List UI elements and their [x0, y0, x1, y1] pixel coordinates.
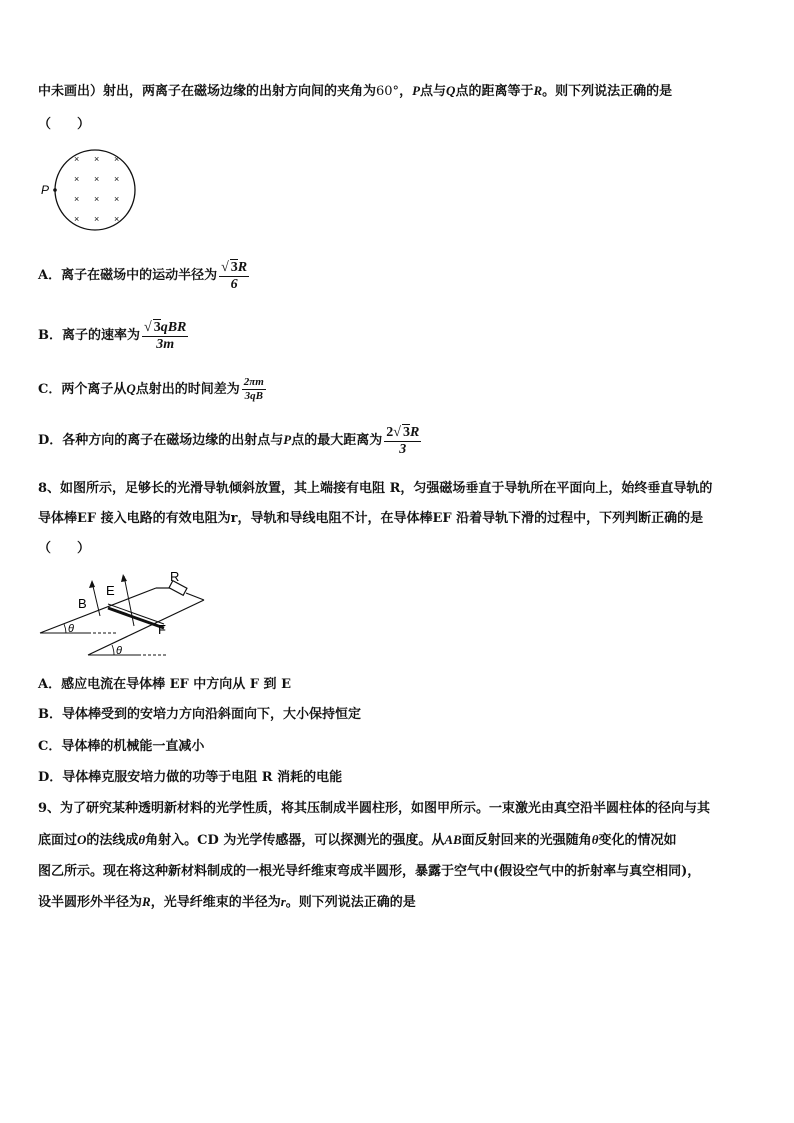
q7-intro-text-3: 点的距离等于 — [455, 84, 534, 99]
field-cross-mark: × — [74, 194, 80, 204]
q7-option-d-fraction: $\frac{2√ 3R}{3}$ — [386, 424, 420, 457]
q7-intro-line — [38, 82, 672, 101]
q9-point-o: O — [77, 832, 87, 847]
radicand: 3 — [153, 319, 161, 335]
field-cross-mark: × — [94, 174, 100, 184]
q7-option-b — [38, 318, 188, 354]
field-cross-mark: × — [74, 214, 80, 224]
q7-option-d-label: D．各种方向的离子在磁场边缘的出射点与 — [38, 433, 284, 448]
field-crosses — [74, 154, 119, 224]
q7-option-b-fraction: $\frac{\text{√ 3qBR}}{3m}$ — [144, 319, 187, 352]
numerator: 2πm — [243, 376, 264, 388]
q9-stem-line-1: 9、为了研究某种透明新材料的光学性质，将其压制成半圆柱形，如图甲所示。一束激光由真空沿半圆柱体的径向与其 — [38, 801, 711, 816]
numerator-tail: R — [237, 259, 248, 275]
q8-option-c: C．导体棒的机械能一直减小 — [38, 739, 205, 754]
q9-l2-text-b: 的法线成 — [86, 833, 139, 848]
q9-outer-radius: R — [142, 894, 151, 909]
q7-comma: ， — [399, 84, 413, 99]
q9-l2-text-e: 变化的情况如 — [598, 833, 677, 848]
q8-stem-line-1: 8、如图所示，足够长的光滑导轨倾斜放置，其上端接有电阻 R，匀强磁场垂直于导轨所在平面向上，始终垂直导轨的 — [38, 481, 713, 496]
q8-option-b: B．导体棒受到的安培力方向沿斜面向下，大小保持恒定 — [38, 707, 361, 722]
label-r: R — [170, 569, 180, 584]
q9-l4-text-a: 设半圆形外半径为 — [38, 895, 143, 910]
q7-intro-text-2: 点与 — [420, 84, 447, 99]
label-b: B — [78, 596, 87, 611]
coefficient: 2 — [386, 424, 394, 440]
q7-option-c-q: Q — [126, 381, 136, 396]
q8-inclined-rails-figure — [38, 568, 218, 663]
q7-intro-end: 。则下列说法正确的是 — [542, 84, 673, 99]
q8-stem-line-2: 导体棒EF 接入电路的有效电阻为r，导轨和导线电阻不计，在导体棒EF 沿着导轨下滑的过程中，下列判断正确的是 — [38, 511, 704, 526]
q7-option-a-fraction: $\frac{√ 3R}{6}$ — [221, 259, 248, 292]
q9-l4-text-c: 。则下列说法正确的是 — [285, 895, 416, 910]
q7-answer-paren: （ ） — [38, 117, 91, 132]
q7-intro-text: 中未画出）射出，两离子在磁场边缘的出射方向间的夹角为 — [38, 84, 377, 99]
q9-stem-line-4 — [38, 893, 416, 912]
label-e: E — [106, 583, 115, 598]
q8-option-d: D．导体棒克服安培力做的功等于电阻 R 消耗的电能 — [38, 770, 343, 785]
q9-l2-text-c: 角射入。CD 为光学传感器，可以探测光的强度。从 — [145, 833, 445, 848]
q8-answer-paren: （ ） — [38, 541, 91, 556]
q7-option-d-p: P — [283, 432, 292, 447]
q9-fiber-radius: r — [280, 894, 286, 909]
field-cross-mark: × — [74, 174, 80, 184]
q7-angle: 60° — [376, 84, 400, 99]
rod-ef — [108, 608, 164, 628]
q9-stem-line-3: 图乙所示。现在将这种新材料制成的一根光导纤维束弯成半圆形，暴露于空气中(假设空气中的折射率与真空相同)， — [38, 864, 701, 879]
denominator: 3 — [399, 441, 407, 457]
q9-l4-text-b: ，光导纤维束的半径为 — [150, 895, 281, 910]
q7-option-c-fraction — [242, 376, 266, 403]
numerator-tail: qBR — [160, 319, 187, 335]
q7-radius-r: R — [533, 83, 543, 98]
field-cross-mark: × — [114, 174, 120, 184]
field-cross-mark: × — [114, 194, 120, 204]
q7-option-d — [38, 422, 421, 459]
q9-stem-line-2 — [38, 831, 676, 850]
field-cross-mark: × — [94, 194, 100, 204]
q9-theta-2: θ — [591, 832, 599, 847]
radicand: 3 — [402, 424, 410, 440]
q7-option-c — [38, 374, 266, 405]
label-f: F — [158, 622, 166, 637]
field-cross-mark: × — [94, 214, 100, 224]
field-cross-mark: × — [94, 154, 100, 164]
b-arrowhead-1 — [89, 580, 95, 588]
q9-face-ab: AB — [444, 832, 462, 847]
q7-option-b-label: B．离子的速率为 — [38, 328, 140, 343]
point-p-dot — [53, 188, 57, 192]
numerator-tail: R — [409, 424, 420, 440]
q7-point-p: P — [412, 83, 421, 98]
radicand: 3 — [230, 259, 238, 275]
q7-option-d-label-2: 点的最大距离为 — [291, 433, 383, 448]
q7-option-c-label: C．两个离子从 — [38, 382, 127, 397]
q9-theta: θ — [138, 832, 146, 847]
q8-option-a: A．感应电流在导体棒 EF 中方向从 F 到 E — [38, 677, 291, 692]
q7-option-a — [38, 258, 249, 294]
q7-magnetic-field-figure — [38, 145, 148, 237]
q7-point-q: Q — [446, 83, 456, 98]
denominator: 3qB — [244, 390, 263, 402]
q7-option-c-label-2: 点射出的时间差为 — [135, 382, 240, 397]
theta-arc-1 — [64, 624, 66, 633]
field-cross-mark: × — [114, 154, 120, 164]
label-theta-1: θ — [68, 623, 74, 635]
rail-upper — [40, 588, 156, 633]
field-cross-mark: × — [114, 214, 120, 224]
field-cross-mark: × — [74, 154, 80, 164]
point-p-label: P — [41, 183, 50, 197]
denominator: 6 — [230, 276, 238, 292]
theta-arc-2 — [112, 645, 114, 655]
rod-ef-edge — [108, 604, 164, 624]
q9-l2-text-d: 面反射回来的光强随角 — [461, 833, 592, 848]
b-arrow-2 — [124, 576, 134, 626]
q9-l2-text-a: 底面过 — [38, 833, 78, 848]
q7-option-a-label: A．离子在磁场中的运动半径为 — [38, 268, 218, 283]
label-theta-2: θ — [116, 645, 122, 657]
denominator: 3m — [156, 336, 175, 352]
b-arrowhead-2 — [121, 574, 127, 582]
top-wire-right — [186, 593, 204, 600]
